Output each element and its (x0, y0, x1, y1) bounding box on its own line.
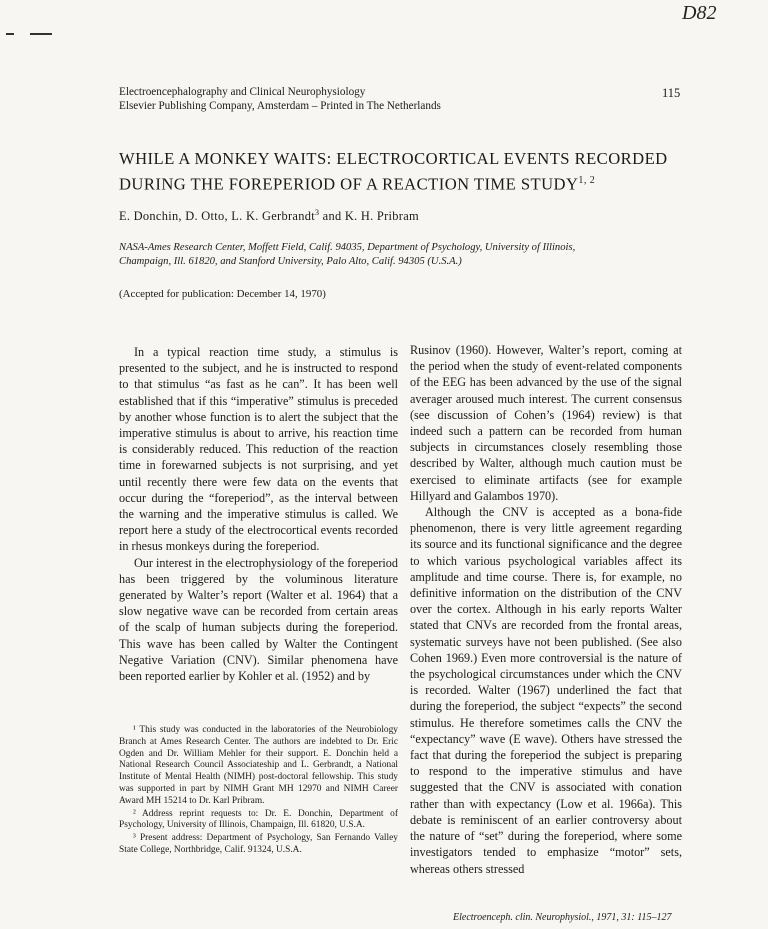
scan-mark (30, 33, 52, 35)
footnote: ¹ This study was conducted in the laboratories of the Neurobiology Branch at Ames Research Center. The authors are indebted to Dr. Eric Ogden and Dr. William Mehler for their support. E. Donchin held a National Research Council Associateship and L. Gerbrandt, a National Institute of Mental Health (NIMH) post-doctoral fellowship. This study was supported in part by NIMH Grant MH 12970 and NIMH Career Award MH 15214 to Dr. Karl Pribram. (119, 725, 398, 806)
author-footnote-ref: 3 (314, 208, 320, 217)
footnote: ² Address reprint requests to: Dr. E. Donchin, Department of Psychology, University of Illinois, Champaign, Ill. 61820, U.S.A. (119, 808, 398, 831)
body-column-left (119, 344, 398, 684)
author-list (119, 208, 419, 224)
affiliation (119, 241, 739, 268)
publisher-line: Elsevier Publishing Company, Amsterdam – Printed in The Netherlands (119, 99, 441, 112)
footnote: ³ Present address: Department of Psychology, San Fernando Valley State College, Northbridge, Calif. 91324, U.S.A. (119, 833, 398, 855)
title-line-2 (119, 170, 739, 196)
paragraph: Rusinov (1960). However, Walter’s report, coming at the period when the study of event-related components of the EEG has been advanced by the use of the signal averager aroused much interest. The current consensus (see discussion of Cohen’s (1964) review) is that indeed such a pattern can be recorded from human subjects in circumstances closely resembling those described by Walter, although much caution must be exercised to eliminate artifacts (see for example Hillyard and Galambos 1970). (410, 343, 682, 503)
authors-and: and (319, 209, 345, 224)
authors-main: E. Donchin, D. Otto, L. K. Gerbrandt (119, 209, 315, 224)
affiliation-line-1: NASA-Ames Research Center, Moffett Field, Calif. 94035, Department of Psychology, University of Illinois, (119, 242, 576, 253)
page-number: 115 (662, 86, 681, 100)
accepted-date: (Accepted for publication: December 14, 1970) (119, 288, 326, 300)
paragraph: Our interest in the electrophysiology of the foreperiod has been triggered by the voluminous literature generated by Walter’s report (Walter et al. 1964) that a slow negative wave can be recorded from certain areas of the scalp of human subjects during the foreperiod. This wave has been called by Walter the Contingent Negative Variation (CNV). Similar phenomena have been reported earlier by Kohler et al. (1952) and by (119, 555, 398, 684)
handwritten-note: D82 (682, 2, 717, 24)
journal-header (119, 86, 441, 113)
paragraph: In a typical reaction time study, a stimulus is presented to the subject, and he is instructed to respond to that stimulus “as fast as he can”. It has been well established that if this “imperative” stimulus is preceded by another whose function is to alert the subject that the imperative stimulus is about to arrive, his reaction time is considerably reduced. This reduction of the reaction time in forewarned subjects is not surprising, and yet until recently there were few data on the events that occur during the “foreperiod”, as the interval between the warning and the imperative stimulus is called. We report here a study of the electrocortical events recorded in rhesus monkeys during the foreperiod. (119, 345, 398, 554)
title-line-1: WHILE A MONKEY WAITS: ELECTROCORTICAL EVENTS RECORDED (119, 149, 668, 168)
journal-name: Electroencephalography and Clinical Neurophysiology (119, 86, 366, 98)
scan-mark (6, 33, 14, 35)
citation-footer: Electroenceph. clin. Neurophysiol., 1971, 31: 115–127 (453, 912, 672, 923)
article-title (119, 148, 739, 196)
body-column-right (410, 342, 682, 877)
authors-last: K. H. Pribram (344, 209, 419, 224)
title-line-2-text: DURING THE FOREPERIOD OF A REACTION TIME STUDY (119, 174, 579, 194)
affiliation-line-2: Champaign, Ill. 61820, and Stanford University, Palo Alto, Calif. 94305 (U.S.A.) (119, 255, 462, 267)
footnotes (119, 725, 398, 858)
paragraph: Although the CNV is accepted as a bona-fide phenomenon, there is very little agreement regarding its source and its functional significance and the degree to which various psychological variables affect its amplitude and time course. There is, for example, no definitive information on the distribution of the CNV over the cortex. Although in his early reports Walter stated that CNVs are recorded from the frontal areas, systematic surveys have not been published. (See also Cohen 1969.) Even more controversial is the nature of the psychological circumstances under which the CNV is recorded. Walter (1967) underlined the fact that during the foreperiod, the subject “expects” the second stimulus. He therefore sometimes calls the CNV the “expectancy” wave (E wave). Others have stressed the fact that during the foreperiod the subject is preparing to respond to the imperative stimulus and have suggested that the CNV is associated with conation rather than with expectancy (Low et al. 1966a). This debate is reminiscent of an earlier controversy about the nature of “set” during the foreperiod, where some investigators tended to emphasize “motor” sets, whereas others stressed (410, 505, 682, 876)
title-footnote-ref: 1, 2 (578, 175, 596, 186)
